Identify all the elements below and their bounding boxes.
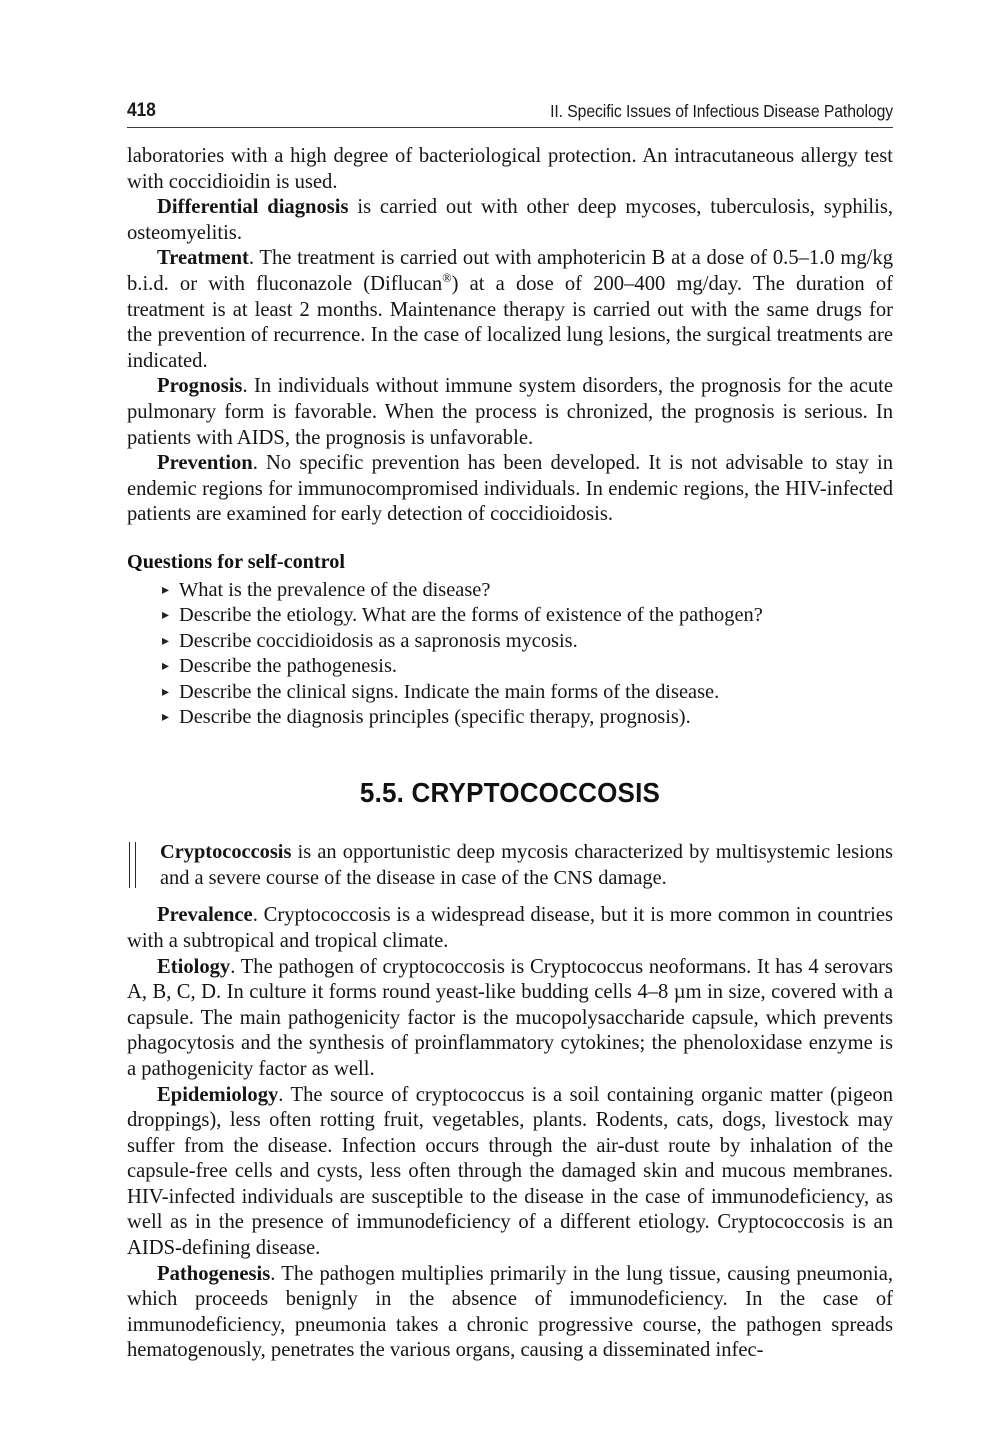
- definition-callout: [127, 839, 893, 891]
- list-item: [162, 629, 893, 654]
- text-prevention: . No specific prevention has been developed. It is not advisable to stay in endemic regions for immunocompromised individuals. In endemic regions, the HIV-infected patients are examined for early detection of coccidioidosis.: [127, 452, 893, 526]
- text-pathogenesis: . The pathogen multiplies primarily in the lung tissue, causing pneumonia, which proceeds benignly in the absence of immunodeficiency. In the case of immunodeficiency, pneumonia takes a chronic progressive course, the pathogen spreads hematogenously, penetrates the various organs, causing a disseminated infec-: [127, 1262, 893, 1362]
- question-text: Describe the diagnosis principles (specific therapy, prognosis).: [179, 705, 691, 728]
- list-item: [162, 654, 893, 679]
- definition-body: is an opportunistic deep mycosis characterized by multisystemic lesions and a severe course of the disease in case of the CNS damage.: [160, 841, 893, 890]
- lead-prognosis: Prognosis: [157, 375, 243, 398]
- text-differential-diagnosis: is carried out with other deep mycoses, tuberculosis, syphilis, osteomyelitis.: [127, 196, 893, 244]
- question-text: Describe coccidioidosis as a sapronosis mycosis.: [179, 629, 578, 652]
- section-title: 5.5. CRYPTOCOCCOSIS: [359, 777, 661, 809]
- paragraph-treatment: [127, 246, 893, 374]
- callout-double-rule: [129, 842, 136, 888]
- registered-trademark-icon: ®: [442, 271, 452, 286]
- lead-prevention: Prevention: [157, 452, 253, 475]
- list-item: [162, 705, 893, 730]
- question-text: Describe the clinical signs. Indicate the main forms of the disease.: [179, 680, 720, 703]
- paragraph-prevalence: [127, 903, 893, 954]
- question-text: Describe the etiology. What are the forms of existence of the pathogen?: [179, 604, 763, 627]
- text-prognosis: . In individuals without immune system disorders, the prognosis for the acute pulmonary form is favorable. When the process is chronized, the prognosis is serious. In patients with AIDS, the prognosis is unfavorable.: [127, 375, 893, 449]
- questions-list: [127, 578, 893, 730]
- paragraph-epidemiology: [127, 1083, 893, 1262]
- triangle-bullet-icon: ▸: [162, 709, 170, 725]
- list-item: [162, 603, 893, 628]
- paragraph-continued: laboratories with a high degree of bacteriological protection. An intracutaneous allergy test with coccidioidin is used.: [127, 145, 893, 193]
- lead-treatment: Treatment: [157, 247, 249, 270]
- lead-differential-diagnosis: Differential diagnosis: [157, 196, 349, 219]
- question-text: Describe the pathogenesis.: [179, 655, 397, 678]
- triangle-bullet-icon: ▸: [162, 608, 170, 624]
- text-etiology: . The pathogen of cryptococcosis is Cryptococcus neoformans. It has 4 serovars A, B, C, D. In culture it forms round yeast-like budding cells 4–8 µm in size, covered with a capsule. The main pathogenicity factor is the mucopolysaccharide capsule, which prevents phagocytosis and the synthesis of proinflammatory cytokines; the phenoloxidase enzyme is a pathogenicity factor as well.: [127, 955, 893, 1080]
- list-item: [162, 680, 893, 705]
- running-title: II. Specific Issues of Infectious Disease Pathology: [550, 101, 893, 121]
- triangle-bullet-icon: ▸: [162, 582, 170, 598]
- page-number: 418: [127, 100, 156, 121]
- text-prevalence: . Cryptococcosis is a widespread disease, but it is more common in countries with a subtropical and tropical climate.: [127, 904, 893, 952]
- triangle-bullet-icon: ▸: [162, 633, 170, 649]
- definition-text: [160, 839, 893, 891]
- paragraph-pathogenesis: [127, 1262, 893, 1364]
- text-treatment-before-sup: . The treatment is carried out with amphotericin B at a dose of 0.5–1.0 mg/kg b.i.d. or with fluconazole (Diflucan: [127, 247, 893, 295]
- lead-prevalence: Prevalence: [157, 904, 253, 927]
- lead-etiology: Etiology: [157, 955, 231, 978]
- page-content: [127, 0, 893, 1364]
- triangle-bullet-icon: ▸: [162, 659, 170, 675]
- paragraph-prognosis: [127, 374, 893, 451]
- page-header: [127, 0, 893, 128]
- paragraph-differential-diagnosis: [127, 195, 893, 246]
- question-text: What is the prevalence of the disease?: [179, 578, 491, 601]
- text-treatment-after-sup: ) at a dose of 200–400 mg/day. The duration of treatment is at least 2 months. Maintenance therapy is carried out with the same drugs for the prevention of recurrence. In the case of localized lung lesions, the surgical treatments are indicated.: [127, 272, 893, 372]
- text-epidemiology: . The source of cryptococcus is a soil containing organic matter (pigeon droppings), less often rotting fruit, vegetables, plants. Rodents, cats, dogs, livestock may suffer from the disease. Infection occurs through the air-dust route by inhalation of the capsule-free cells and cysts, less often through the damaged skin and mucous membranes. HIV-infected individuals are susceptible to the disease in the case of immunodeficiency, as well as in the presence of immunodeficiency of a different etiology. Cryptococcosis is an AIDS-defining disease.: [127, 1083, 893, 1260]
- paragraph-etiology: [127, 955, 893, 1083]
- triangle-bullet-icon: ▸: [162, 684, 170, 700]
- lead-epidemiology: Epidemiology: [157, 1083, 279, 1106]
- lead-cryptococcosis: Cryptococcosis: [160, 841, 292, 864]
- paragraph-prevention: [127, 451, 893, 528]
- lead-pathogenesis: Pathogenesis: [157, 1262, 271, 1285]
- questions-heading: Questions for self-control: [127, 550, 345, 573]
- list-item: [162, 578, 893, 603]
